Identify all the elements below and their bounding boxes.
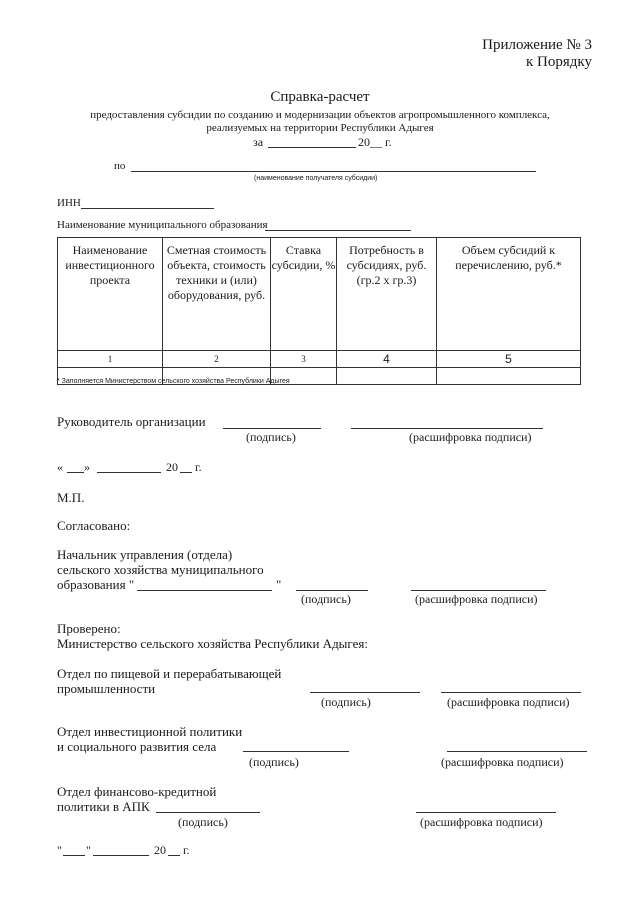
date2-close: " [86, 843, 91, 857]
dept-food-signature-caption: (подпись) [321, 695, 371, 709]
recipient-caption: (наименование получателя субсидии) [254, 175, 378, 182]
title-subline-1: предоставления субсидии по созданию и модернизации объектов агропромышленного комплекса, [90, 109, 550, 121]
calculation-table [57, 237, 581, 385]
date1-suffix: г. [195, 460, 202, 474]
dept-invest-line2: и социального развития села [57, 739, 217, 754]
recipient-prefix: по [114, 160, 126, 172]
head-org-signature-caption: (подпись) [246, 430, 296, 444]
head-org-decoding-caption: (расшифровка подписи) [409, 430, 532, 444]
ministry-label: Министерство сельского хозяйства Республики Адыгея: [57, 636, 368, 651]
table-header-cell: Наименование инвестиционного проекта [58, 238, 163, 351]
checked-label: Проверено: [57, 621, 121, 636]
date1-close: » [84, 460, 90, 474]
table-header-cell: Ставка субсидии, % [271, 238, 337, 351]
head-agri-signature-line [296, 590, 368, 591]
table-header-cell: Потребность в субсидиях, руб. (гр.2 х гр.3) [337, 238, 437, 351]
column-number: 2 [163, 351, 271, 368]
date1-month-blank [97, 472, 161, 473]
dept-finance-decoding-caption: (расшифровка подписи) [420, 815, 543, 829]
head-org-signature-line [223, 428, 321, 429]
dept-invest-signature-line [243, 751, 349, 752]
head-org-decoding-line [351, 428, 543, 429]
date2-open: " [57, 843, 62, 857]
dept-invest-decoding-line [447, 751, 587, 752]
date2-day-blank [63, 855, 85, 856]
stamp-place: М.П. [57, 490, 85, 505]
title-subline-2: реализуемых на территории Республики Адыгея [206, 122, 434, 134]
head-agri-line3-suffix: " [276, 577, 282, 592]
table-header-cell: Сметная стоимость объекта, стоимость техники и (или) оборудования, руб. [163, 238, 271, 351]
head-agri-decoding-caption: (расшифровка подписи) [415, 592, 538, 606]
dept-finance-line2: политики в АПК [57, 799, 150, 814]
dept-finance-blank-line [156, 812, 260, 813]
dept-invest-decoding-caption: (расшифровка подписи) [441, 755, 564, 769]
dept-food-decoding-line [441, 692, 581, 693]
dept-finance-decoding-line [416, 812, 556, 813]
annex-header [482, 37, 592, 71]
dept-invest-signature-caption: (подпись) [249, 755, 299, 769]
column-number: 5 [437, 351, 581, 368]
document-title: Справка-расчет [270, 89, 370, 105]
inn-label: ИНН [57, 197, 81, 209]
period-prefix: за [253, 135, 264, 149]
dept-food-decoding-caption: (расшифровка подписи) [447, 695, 570, 709]
agreed-label: Согласовано: [57, 518, 131, 533]
column-number: 3 [271, 351, 337, 368]
date1-day-blank [67, 472, 84, 473]
dept-finance-line1: Отдел финансово-кредитной [57, 784, 217, 799]
head-agri-decoding-line [411, 590, 546, 591]
column-number: 4 [337, 351, 437, 368]
date2-year: 20 [154, 843, 166, 857]
head-agri-signature-caption: (подпись) [301, 592, 351, 606]
head-agri-line3-prefix: образования " [57, 577, 135, 592]
date1-open: « [57, 460, 63, 474]
dept-food-line2: промышленности [57, 681, 156, 696]
table-footnote: * Заполняется Министерством сельского хозяйства Республики Адыгея [57, 378, 290, 385]
period-blank [268, 147, 356, 148]
municipality-label: Наименование муниципального образования [57, 219, 268, 231]
annex-reference: к Порядку [526, 54, 592, 70]
dept-finance-signature-caption: (подпись) [178, 815, 228, 829]
head-org-label: Руководитель организации [57, 414, 206, 429]
dept-invest-line1: Отдел инвестиционной политики [57, 724, 243, 739]
date1-year: 20 [166, 460, 178, 474]
period-year: 20__ г. [358, 135, 392, 149]
recipient-blank [131, 171, 536, 172]
head-agri-line1: Начальник управления (отдела) [57, 547, 233, 562]
dept-food-line1: Отдел по пищевой и перерабатывающей [57, 666, 282, 681]
inn-blank [81, 208, 214, 209]
municipality-blank [265, 230, 411, 231]
table-number-row [58, 351, 581, 368]
date1-year-blank [180, 472, 192, 473]
head-agri-line2: сельского хозяйства муниципального [57, 562, 264, 577]
date2-month-blank [93, 855, 149, 856]
annex-number: Приложение № 3 [482, 37, 592, 53]
column-number: 1 [58, 351, 163, 368]
table-header-cell: Объем субсидий к перечислению, руб.* [437, 238, 581, 351]
date2-suffix: г. [183, 843, 190, 857]
dept-food-signature-line [310, 692, 420, 693]
head-agri-municipality-blank [137, 590, 272, 591]
table-header-row [58, 238, 581, 351]
date2-year-blank [168, 855, 180, 856]
